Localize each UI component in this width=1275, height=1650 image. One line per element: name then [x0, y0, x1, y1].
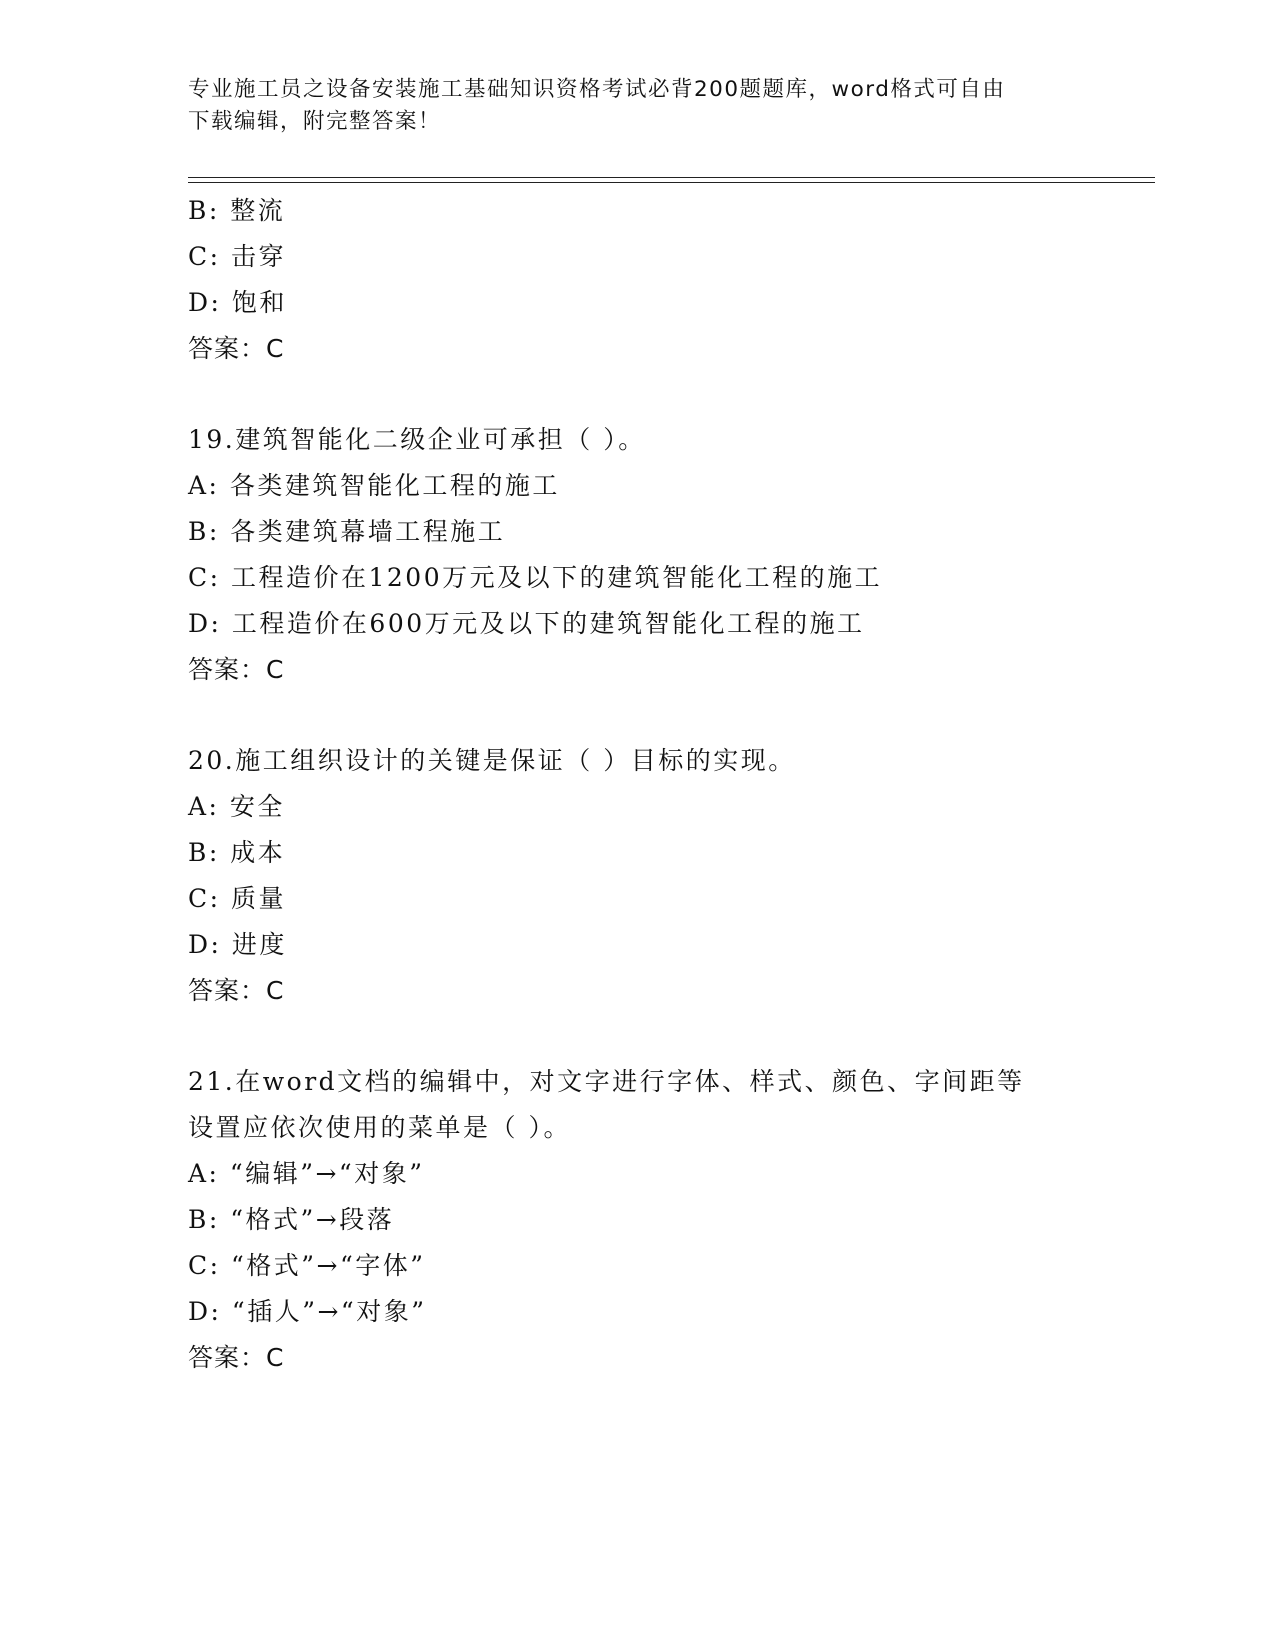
- option-a: A: 各类建筑智能化工程的施工: [188, 471, 560, 500]
- option-b: B: “格式”→段落: [188, 1205, 395, 1234]
- header-divider-top: [188, 177, 1155, 178]
- header-line-2: 下载编辑，附完整答案！: [188, 109, 442, 134]
- option-c: C: 击穿: [188, 242, 286, 271]
- question-21-block: [188, 1059, 1148, 1381]
- header-divider-bottom: [188, 182, 1155, 183]
- question-stem-line-1: 21.在word文档的编辑中，对文字进行字体、样式、颜色、字间距等: [188, 1067, 1025, 1096]
- header-line-1: 专业施工员之设备安装施工基础知识资格考试必背200题题库，word格式可自由: [188, 77, 1006, 102]
- answer-line: 答案：C: [188, 1343, 285, 1372]
- document-header: [188, 74, 1088, 138]
- option-a: A: “编辑”→“对象”: [188, 1159, 425, 1188]
- question-stem: 19.建筑智能化二级企业可承担（ ）。: [188, 425, 646, 454]
- option-a: A: 安全: [188, 792, 285, 821]
- option-c: C: “格式”→“字体”: [188, 1251, 426, 1280]
- question-19-block: [188, 417, 1148, 693]
- question-stem-line-2: 设置应依次使用的菜单是（ ）。: [188, 1113, 571, 1142]
- question-20-block: [188, 738, 1148, 1014]
- answer-line: 答案：C: [188, 334, 285, 363]
- answer-line: 答案：C: [188, 976, 285, 1005]
- option-b: B: 各类建筑幕墙工程施工: [188, 517, 506, 546]
- option-c: C: 质量: [188, 884, 286, 913]
- option-c: C: 工程造价在1200万元及以下的建筑智能化工程的施工: [188, 563, 883, 592]
- option-b: B: 整流: [188, 196, 286, 225]
- answer-line: 答案：C: [188, 655, 285, 684]
- option-b: B: 成本: [188, 838, 286, 867]
- option-d: D: 进度: [188, 930, 287, 959]
- option-d: D: “插人”→“对象”: [188, 1297, 427, 1326]
- question-content: [188, 188, 1148, 1381]
- option-d: D: 工程造价在600万元及以下的建筑智能化工程的施工: [188, 609, 865, 638]
- option-d: D: 饱和: [188, 288, 287, 317]
- question-18-block: [188, 188, 1148, 372]
- question-stem: 20.施工组织设计的关键是保证（ ）目标的实现。: [188, 746, 796, 775]
